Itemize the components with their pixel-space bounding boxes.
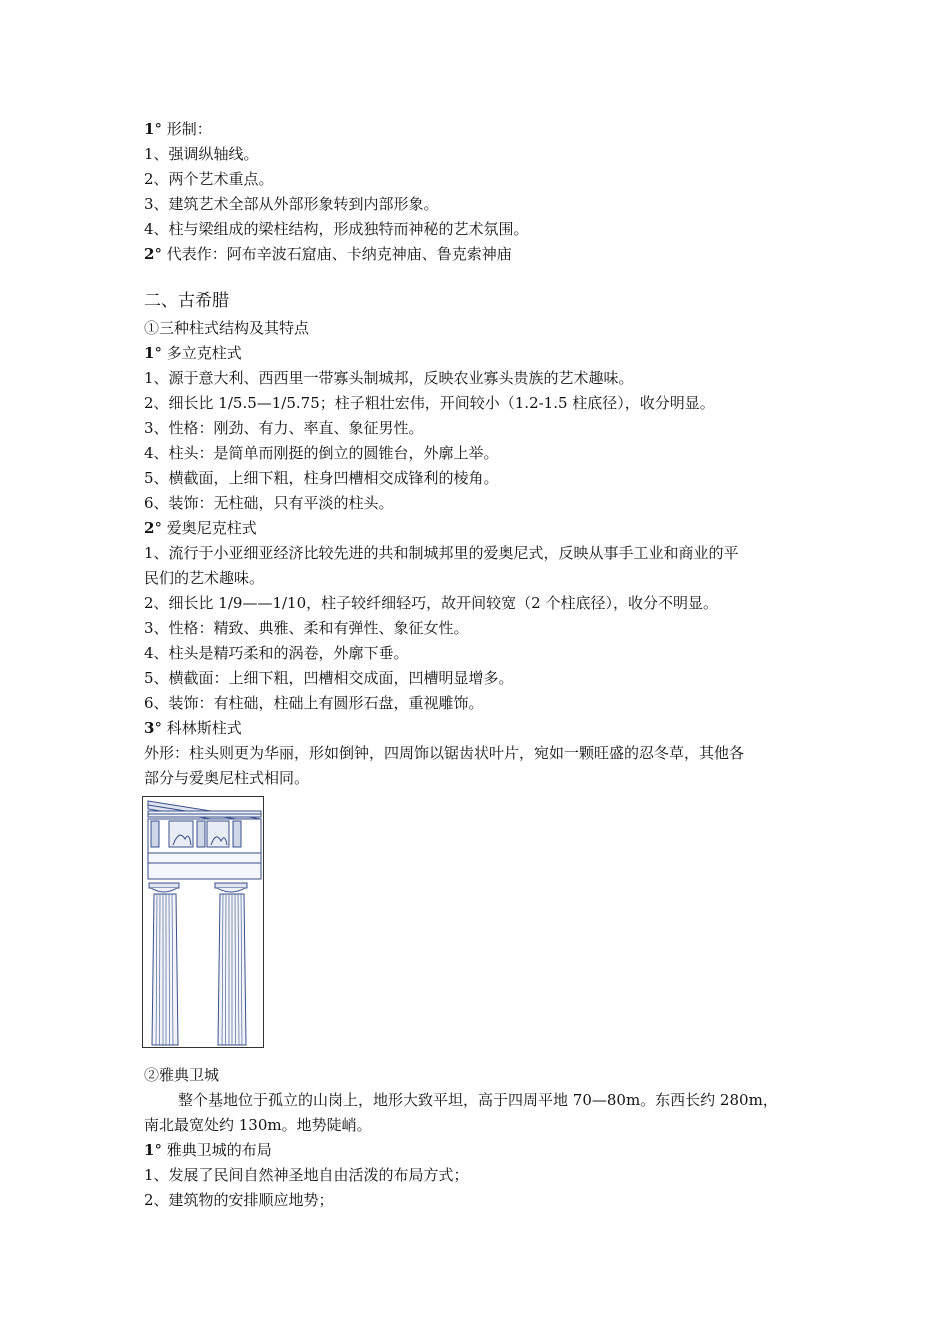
list-item: 4、柱头：是简单而刚挺的倒立的圆锥台，外廓上举。: [144, 444, 499, 462]
chapter-heading: 二、古希腊: [144, 291, 229, 311]
section-title-form: 1° 形制：: [144, 120, 212, 138]
list-item: 5、横截面，上细下粗，柱身凹槽相交成锋利的棱角。: [144, 469, 499, 487]
section-title-ionic: 2° 爱奥尼克柱式: [144, 519, 257, 537]
list-item: 1、发展了民间自然神圣地自由活泼的布局方式；: [144, 1166, 469, 1184]
list-item: 3、建筑艺术全部从外部形象转到内部形象。: [144, 195, 439, 213]
list-item: 5、横截面：上细下粗，凹槽相交成面，凹槽明显增多。: [144, 669, 514, 687]
list-item: 4、柱与梁组成的梁柱结构，形成独特而神秘的艺术氛围。: [144, 220, 529, 238]
list-item: 1、强调纵轴线。: [144, 145, 259, 163]
list-item: 民们的艺术趣味。: [144, 569, 265, 587]
sub-heading: ②雅典卫城: [144, 1066, 220, 1084]
list-item: 6、装饰：无柱础，只有平淡的柱头。: [144, 494, 394, 512]
doric-column-elevation-icon: [143, 797, 263, 1047]
list-item: 1、源于意大利、西西里一带寡头制城邦，反映农业寡头贵族的艺术趣味。: [144, 369, 634, 387]
paragraph-line: 外形：柱头则更为华丽，形如倒钟，四周饰以锯齿状叶片，宛如一颗旺盛的忍冬草，其他各: [144, 744, 745, 762]
list-item: 2、细长比 1/9——1/10，柱子较纤细轻巧，故开间较宽（2 个柱底径），收分不明显。: [144, 594, 718, 612]
list-item: 4、柱头是精巧柔和的涡卷，外廓下垂。: [144, 644, 409, 662]
list-item: 2、建筑物的安排顺应地势；: [144, 1191, 334, 1209]
list-item: 2、两个艺术重点。: [144, 170, 274, 188]
sub-heading: ①三种柱式结构及其特点: [144, 319, 310, 337]
section-title-corinthian: 3° 科林斯柱式: [144, 719, 242, 737]
list-item: 6、装饰：有柱础，柱础上有圆形石盘，重视雕饰。: [144, 694, 484, 712]
paragraph-line: 南北最宽处约 130m。地势陡峭。: [144, 1116, 372, 1134]
list-item: 3、性格：刚劲、有力、率直、象征男性。: [144, 419, 424, 437]
list-item: 2、细长比 1/5.5—1/5.75；柱子粗壮宏伟，开间较小（1.2-1.5 柱底径），收分明显。: [144, 394, 715, 412]
section-title-examples: 2° 代表作：阿布辛波石窟庙、卡纳克神庙、鲁克索神庙: [144, 245, 512, 263]
list-item: 1、流行于小亚细亚经济比较先进的共和制城邦里的爱奥尼式，反映从事手工业和商业的平: [144, 544, 739, 562]
section-title-doric: 1° 多立克柱式: [144, 344, 242, 362]
paragraph-line: 整个基地位于孤立的山岗上，地形大致平坦，高于四周平地 70—80m。东西长约 280m，: [178, 1091, 778, 1109]
list-item: 3、性格：精致、典雅、柔和有弹性、象征女性。: [144, 619, 469, 637]
section-title-layout: 1° 雅典卫城的布局: [144, 1141, 272, 1159]
paragraph-line: 部分与爱奥尼柱式相同。: [144, 769, 310, 787]
doric-column-figure: [142, 796, 264, 1048]
